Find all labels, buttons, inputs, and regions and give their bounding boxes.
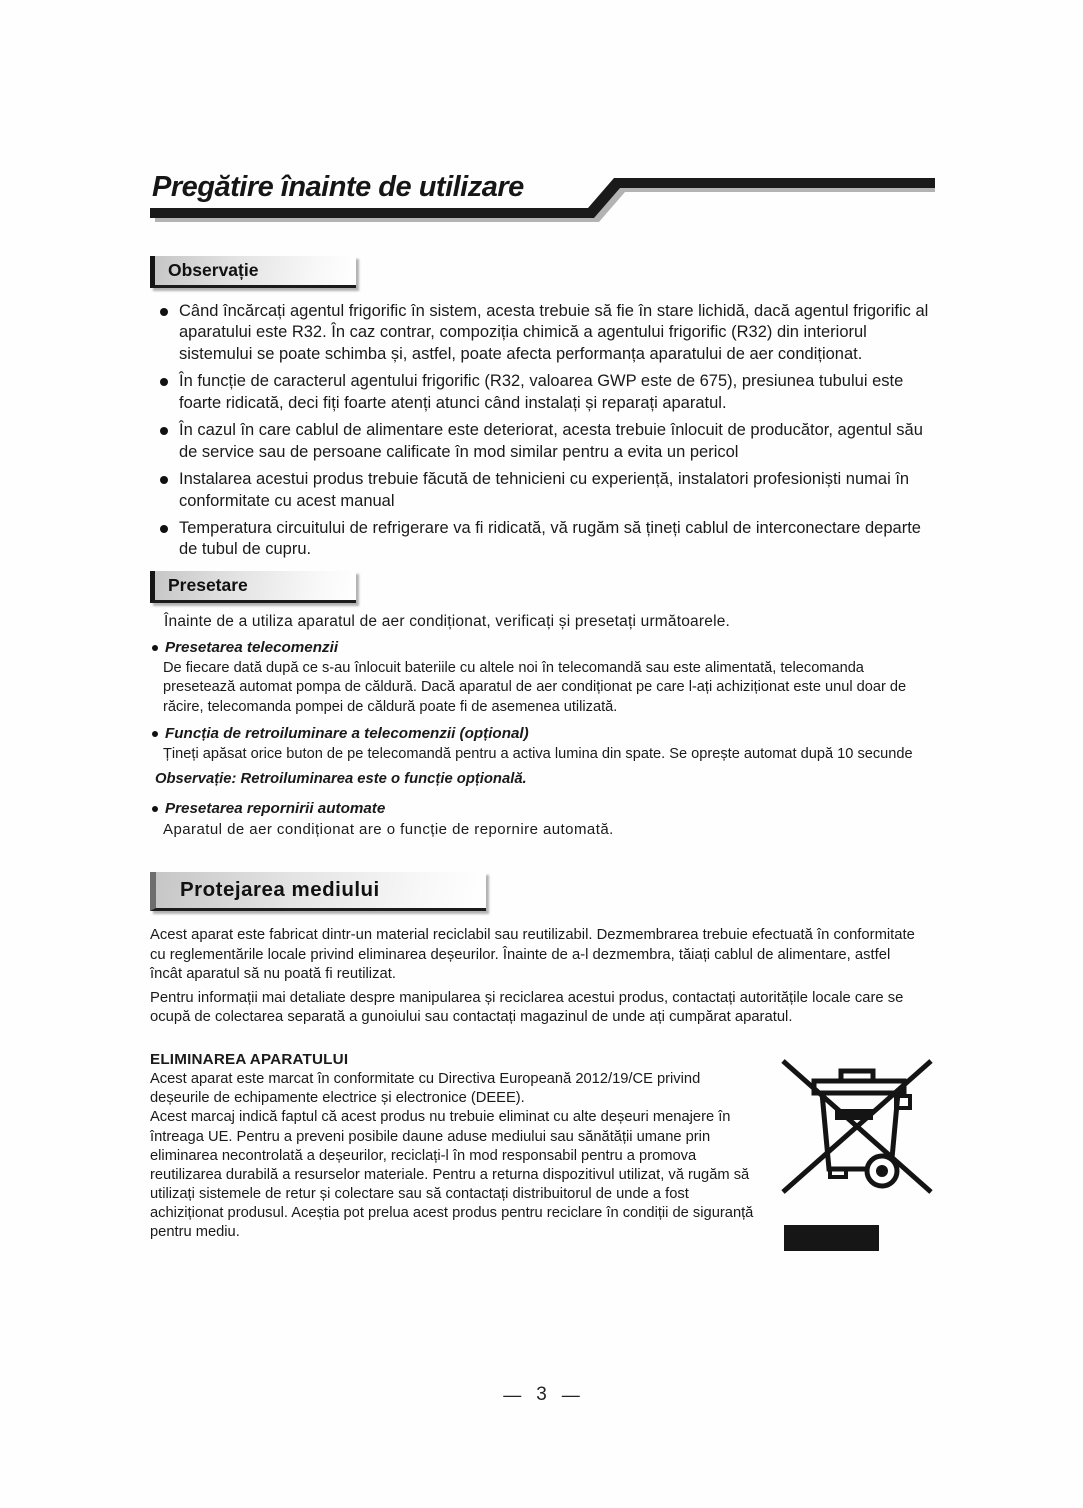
environment-paragraph: Pentru informații mai detaliate despre manipularea și reciclarea acestui produs, contactați autoritățile locale care se ocupă de colectarea separată a gunoiului sau contactați magazinul de unde ați cumpărat aparatul. <box>150 989 904 1025</box>
bullet-text: În funcție de caracterul agentului frigorific (R32, valoarea GWP este de 675), presiunea tubului este foarte ridicată, deci fiți foarte atenți atunci când instalați și reparați aparatul. <box>179 372 904 412</box>
presetare-item-note: Observație: Retroiluminarea este o funcție opțională. <box>155 771 527 788</box>
bullet-icon <box>160 378 168 386</box>
bullet-text: În cazul în care cablul de alimentare este deteriorat, acesta trebuie înlocuit de producător, agentul său de service sau de persoane calificate în mod similar pentru a evita un pericol <box>179 421 923 461</box>
disposal-text <box>150 1051 760 1251</box>
bullet-icon <box>152 806 158 812</box>
page-number: 3 <box>536 1384 547 1405</box>
presetare-item-title-row <box>152 639 935 656</box>
disposal-block <box>150 1051 935 1251</box>
disposal-heading: ELIMINAREA APARATULUI <box>150 1051 349 1069</box>
observatie-bullet-list <box>160 301 935 561</box>
presetare-item <box>150 800 935 840</box>
presetare-intro: Înainte de a utiliza aparatul de aer condiționat, verificați și presetați următoarele. <box>164 612 731 630</box>
page-title: Pregătire înainte de utilizare <box>152 171 524 203</box>
section-heading-protejarea-mediului: Protejarea mediului <box>150 872 486 911</box>
list-item <box>160 371 935 414</box>
presetare-item-title: Presetarea telecomenzii <box>165 638 339 656</box>
presetare-item <box>150 639 935 717</box>
list-item <box>160 301 935 365</box>
bullet-icon <box>160 427 168 435</box>
bullet-text: Instalarea acestui produs trebuie făcută de tehnicieni cu experiență, instalatori profesioniști numai în conformitate cu acest manual <box>179 470 910 510</box>
footer-dash: — <box>561 1384 580 1405</box>
presetare-item-title-row <box>152 800 935 817</box>
presetare-item-title-row <box>152 725 935 742</box>
bullet-icon <box>152 645 158 651</box>
weee-black-bar <box>784 1225 879 1251</box>
list-item <box>160 420 935 463</box>
list-item <box>160 518 935 561</box>
presetare-item-body: Aparatul de aer condiționat are o funcție de repornire automată. <box>163 821 614 839</box>
bullet-text: Când încărcați agentul frigorific în sistem, acesta trebuie să fie în stare lichidă, dacă agentul frigorific al aparatului este R32. În caz contrar, compoziția chimică a agentului frigorific (R32) din interiorul sistemului se poate schimba și, astfel, poate afecta performanța aparatului de aer condiționat. <box>179 302 929 363</box>
bullet-icon <box>152 731 158 737</box>
page-title-block <box>150 170 935 226</box>
bullet-icon <box>160 525 168 533</box>
disposal-paragraph: Acest aparat este marcat în conformitate cu Directiva Europeană 2012/19/CE privind deșeurile de echipamente electrice și electronice (DEEE). <box>150 1071 701 1107</box>
bullet-icon <box>160 308 168 316</box>
weee-crossed-bin-icon <box>780 1051 935 1201</box>
disposal-icon-column <box>780 1051 935 1251</box>
bullet-icon <box>160 476 168 484</box>
section-heading-presetare: Presetare <box>150 571 356 603</box>
footer-dash: — <box>503 1384 522 1405</box>
list-item <box>160 469 935 512</box>
presetare-item-title: Presetarea repornirii automate <box>165 800 386 818</box>
page-footer <box>0 1384 1083 1406</box>
section-heading-observatie: Observație <box>150 256 356 288</box>
presetare-item-body: De fiecare dată după ce s-au înlocuit bateriile cu altele noi în telecomandă sau este alimentată, telecomanda presetează automat pompa de căldură. Dacă aparatul de aer condiționat pe care l-ați achiziționat este unul doar de răcire, telecomanda pompei de căldură poate fi de asemenea utilizată. <box>163 659 907 715</box>
presetare-item-body: Țineți apăsat orice buton de pe telecomandă pentru a activa lumina din spate. Se oprește automat după 10 secunde <box>163 746 913 763</box>
disposal-paragraph: Acest marcaj indică faptul că acest produs nu trebuie eliminat cu alte deșeuri menajere în întreaga UE. Pentru a preveni posibile daune aduse mediului sau sănătății umane prin eliminarea necontrolată a deșeurilor, reciclați-l în mod responsabil pentru a promova reutilizarea durabilă a resurselor materiale. Pentru a returna dispozitivul utilizat, vă rugăm să utilizați sistemele de retur și colectare sau să contactați distribuitorul de unde a fost achiziționat produsul. Aceștia pot prelua acest produs pentru reciclare în condiții de siguranță pentru mediu. <box>150 1109 754 1241</box>
presetare-item-title: Funcția de retroiluminare a telecomenzii (opțional) <box>165 725 529 743</box>
bullet-text: Temperatura circuitului de refrigerare va fi ridicată, vă rugăm să țineți cablul de interconectare departe de tubul de cupru. <box>179 518 921 559</box>
presetare-item <box>150 725 935 787</box>
environment-paragraph: Acest aparat este fabricat dintr-un material reciclabil sau reutilizabil. Dezmembrarea trebuie efectuată în conformitate cu reglementările locale privind eliminarea deșeurilor. Înainte de a-l dezmembra, tăiați cablul de alimentare, astfel încât aparatul să nu poată fi reutilizat. <box>150 927 915 983</box>
